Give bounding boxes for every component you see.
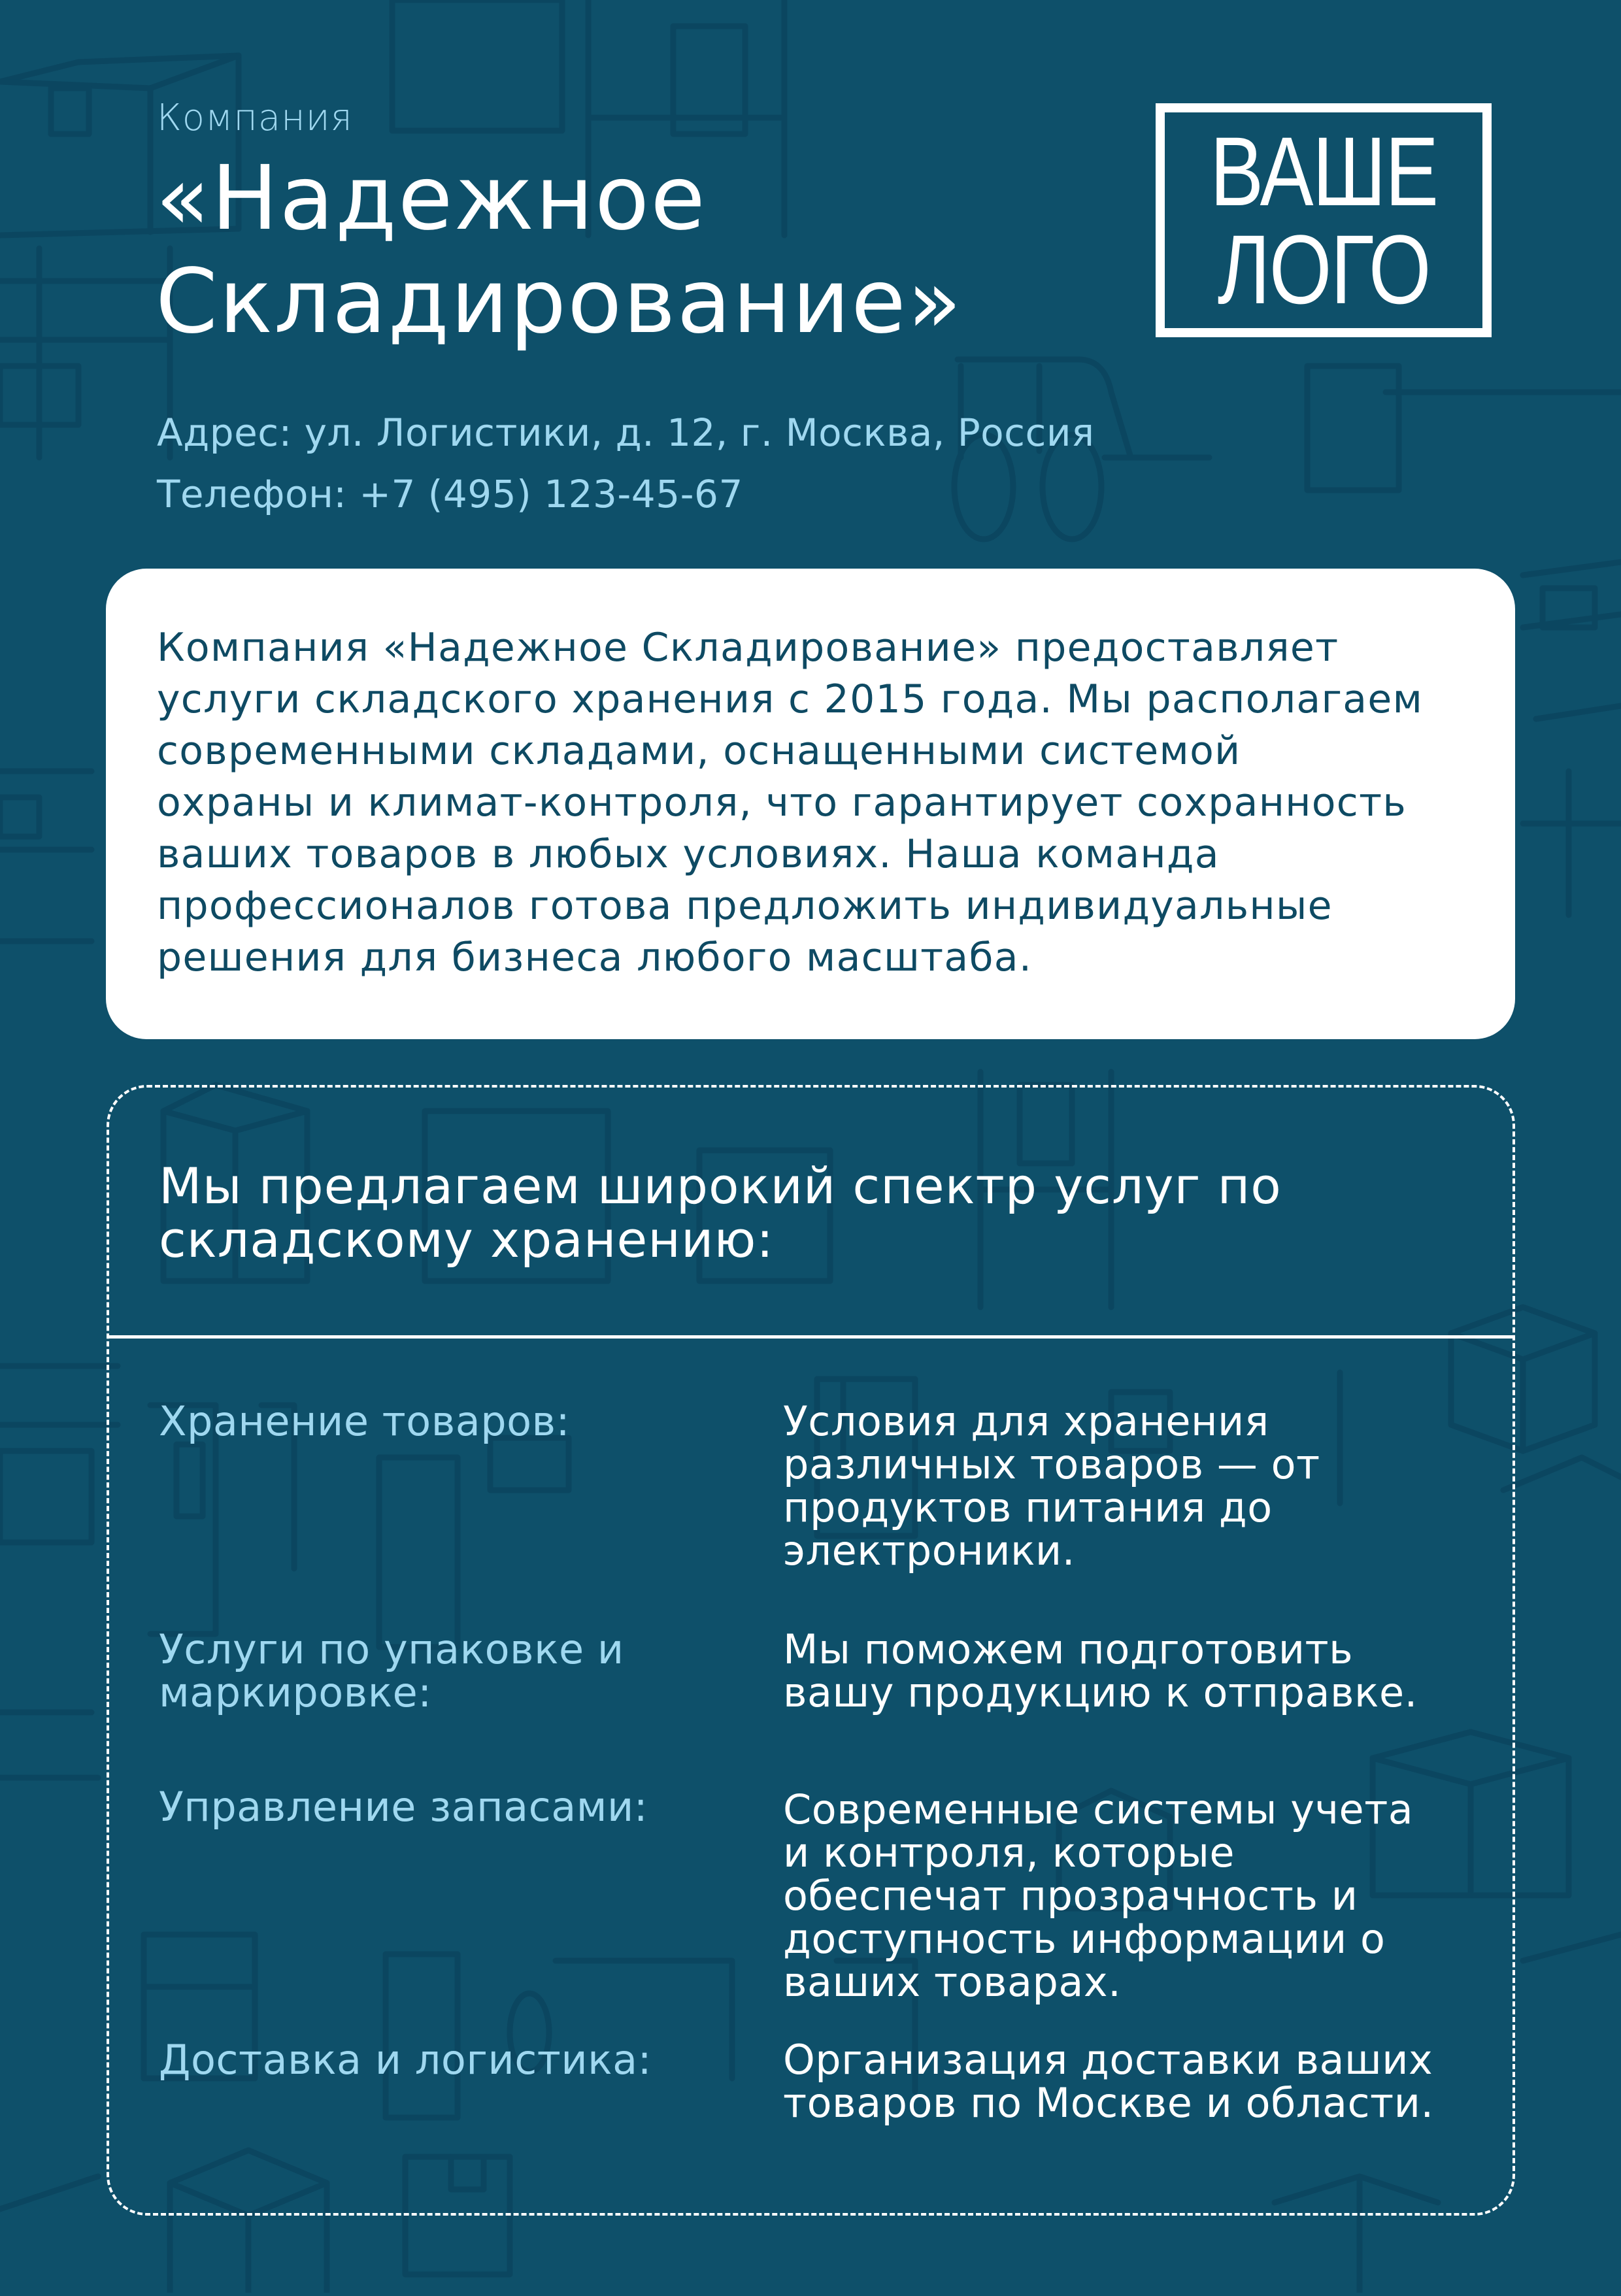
logo-placeholder [1156, 103, 1492, 337]
service-description [783, 1788, 1469, 2004]
service-description [783, 2038, 1469, 2125]
service-description-line: ваших товарах. [783, 1958, 1122, 2006]
service-label-line: Управление запасами: [159, 1783, 648, 1831]
service-label-line: Доставка и логистика: [159, 2036, 652, 2084]
service-description [783, 1397, 1469, 1574]
service-description-line: доступность информации о [783, 1915, 1386, 1963]
services-divider [107, 1335, 1515, 1339]
company-title-line-2: Складирование» [156, 250, 963, 354]
phone-text: Телефон: +7 (495) 123-45-67 [157, 472, 743, 516]
service-description-line: обеспечат прозрачность и [783, 1872, 1358, 1920]
service-label-line: Услуги по упаковке и [159, 1625, 624, 1673]
company-title-line-1: «Надежное [156, 147, 707, 250]
service-label [159, 2038, 773, 2082]
about-text [157, 622, 1464, 984]
service-description-line: вашу продукцию к отправке. [783, 1669, 1418, 1716]
service-description-line: Условия для хранения [783, 1397, 1269, 1445]
about-line: решения для бизнеса любого масштаба. [157, 935, 1033, 980]
about-line: услуги складского хранения с 2015 года. Мы располагаем [157, 676, 1424, 722]
address-text: Адрес: ул. Логистики, д. 12, г. Москва, Россия [157, 410, 1095, 455]
about-line: профессионалов готова предложить индивидуальные [157, 883, 1333, 929]
service-description-line: продуктов питания до [783, 1484, 1273, 1531]
about-card [106, 569, 1515, 1039]
service-label-line: маркировке: [159, 1669, 432, 1716]
services-heading-line-1: Мы предлагаем широкий спектр услуг по [159, 1157, 1282, 1215]
service-label-line: Хранение товаров: [159, 1397, 570, 1445]
about-line: ваших товаров в любых условиях. Наша команда [157, 831, 1220, 877]
contact-info [157, 402, 1095, 525]
service-description-line: различных товаров — от [783, 1440, 1320, 1488]
service-description-line: Организация доставки ваших [783, 2036, 1433, 2084]
logo-line-1: ВАШЕ [1209, 116, 1438, 226]
services-heading [159, 1159, 1282, 1267]
service-description-line: товаров по Москве и области. [783, 2079, 1434, 2127]
company-label: Компания [157, 97, 353, 139]
services-box [107, 1085, 1515, 2216]
service-description-line: Современные системы учета [783, 1786, 1414, 1833]
about-line: современными складами, оснащенными системой [157, 728, 1241, 774]
services-heading-line-2: складскому хранению: [159, 1210, 774, 1269]
service-label [159, 1783, 773, 1831]
service-label [159, 1397, 773, 1445]
service-description-line: и контроля, которые [783, 1829, 1235, 1876]
service-description-line: Мы поможем подготовить [783, 1625, 1354, 1673]
service-label [159, 1625, 773, 1716]
service-description [783, 1625, 1469, 1716]
about-line: Компания «Надежное Складирование» предоставляет [157, 625, 1339, 671]
logo-line-2: ЛОГО [1217, 214, 1430, 324]
about-line: охраны и климат-контроля, что гарантирует сохранность [157, 780, 1407, 825]
company-title [156, 147, 1103, 354]
service-description-line: электроники. [783, 1527, 1075, 1574]
